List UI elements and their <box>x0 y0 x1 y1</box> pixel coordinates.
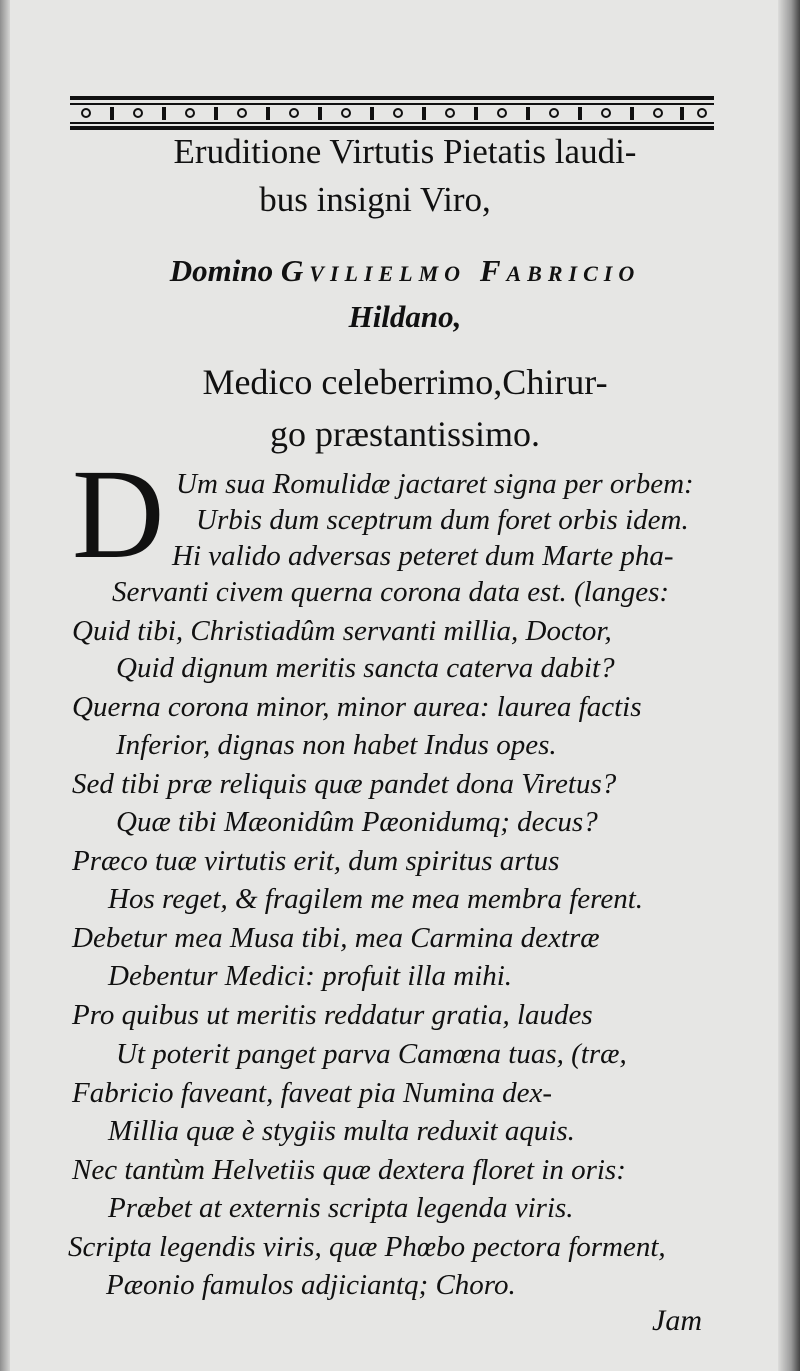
dedicatee-title: Domino <box>169 253 281 288</box>
poem-verse-8: Inferior, dignas non habet Indus opes. <box>116 729 557 761</box>
poem-verse-2: Urbis dum sceptrum dum foret orbis idem. <box>196 504 689 536</box>
poem-verse-12: Hos reget, & fragilem me mea membra ferent. <box>108 883 644 915</box>
poem-verse-3: Hi valido adversas peteret dum Marte pha- <box>172 540 674 572</box>
ornamental-border <box>70 96 714 130</box>
poem-verse-18: Millia quæ è stygiis multa reduxit aquis. <box>108 1115 575 1147</box>
profession-line-1: Medico celeberrimo,Chirur- <box>202 362 608 402</box>
dedicatee-line-2: Hildano, <box>348 299 462 334</box>
dedicatee-given-name: Gvilielmo Fabricio <box>280 253 641 288</box>
poem-verse-19: Nec tantùm Helvetiis quæ dextera floret in oris: <box>72 1154 626 1186</box>
poem-verse-10: Quæ tibi Mæonidûm Pæonidumq; decus? <box>116 806 598 838</box>
heading-line-1: Eruditione Virtutis Pietatis laudi- <box>173 132 637 171</box>
poem-verse-9: Sed tibi præ reliquis quæ pandet dona Viretus? <box>72 768 617 800</box>
dedicatee-line-1 <box>60 248 750 294</box>
poem-verse-1: Um sua Romulidæ jactaret signa per orbem: <box>176 468 694 500</box>
poem-verse-22: Pæonio famulos adjiciantq; Choro. <box>106 1269 516 1301</box>
poem-verse-20: Præbet at externis scripta legenda viris. <box>108 1192 574 1224</box>
poem-verse-4: Servanti civem querna corona data est. (langes: <box>112 576 670 608</box>
profession-line-2: go præstantissimo. <box>269 414 541 454</box>
poem-verse-7: Querna corona minor, minor aurea: laurea factis <box>72 691 642 723</box>
page-shadow-right <box>778 0 800 1371</box>
poem-verse-13: Debetur mea Musa tibi, mea Carmina dextræ <box>72 922 600 954</box>
poem-verse-15: Pro quibus ut meritis reddatur gratia, laudes <box>72 999 593 1031</box>
heading-line-2: bus insigni Viro, <box>259 180 491 219</box>
dedicatee-name <box>60 248 750 340</box>
poem-verse-11: Præco tuæ virtutis erit, dum spiritus artus <box>72 845 560 877</box>
drop-capital: D <box>72 443 165 585</box>
poem-verse-6: Quid dignum meritis sancta caterva dabit? <box>116 652 615 684</box>
dedication-heading <box>60 128 750 224</box>
poem-verse-16: Ut poterit panget parva Camœna tuas, (træ, <box>116 1038 627 1070</box>
poem-verse-17: Fabricio faveant, faveat pia Numina dex- <box>72 1077 553 1109</box>
catchword: Jam <box>652 1304 702 1337</box>
poem-verse-5: Quid tibi, Christiadûm servanti millia, Doctor, <box>72 615 612 647</box>
poem-verse-14: Debentur Medici: profuit illa mihi. <box>108 960 513 992</box>
poem-verse-21: Scripta legendis viris, quæ Phœbo pectora forment, <box>68 1231 666 1263</box>
